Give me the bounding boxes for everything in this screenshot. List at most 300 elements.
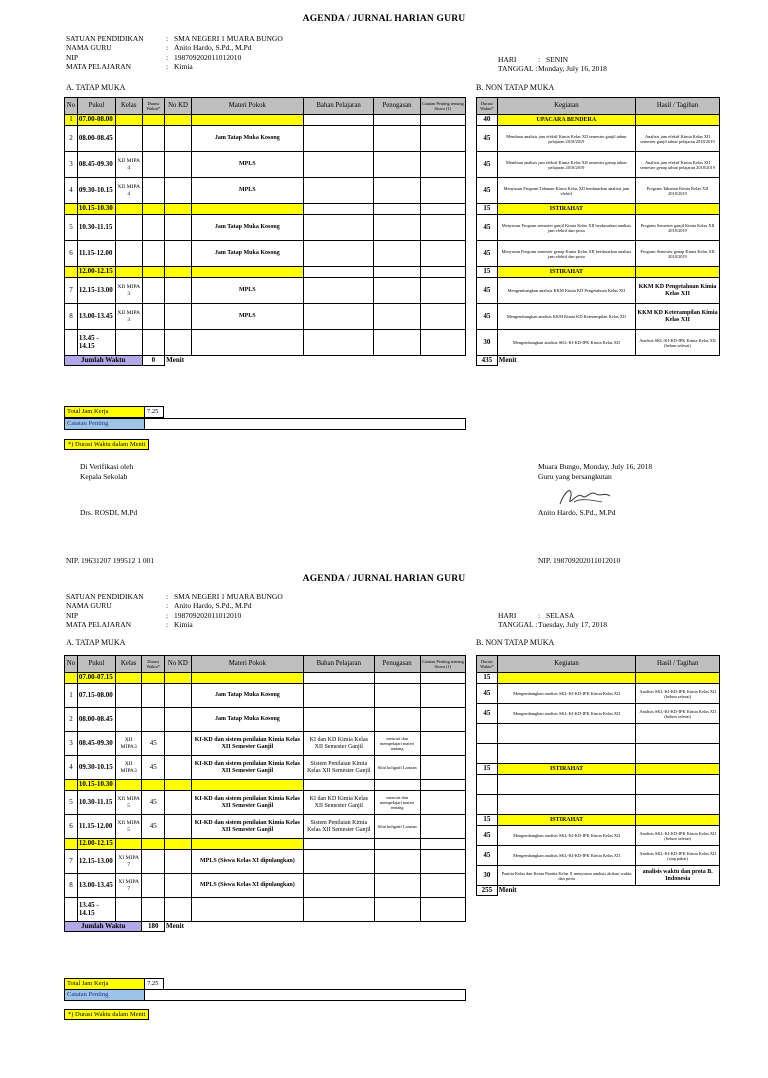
table-cell xyxy=(420,898,465,922)
table-cell xyxy=(191,839,303,850)
table-cell xyxy=(142,152,165,178)
table-cell xyxy=(420,152,465,178)
table-cell: 45 xyxy=(477,178,498,204)
table-cell: 45 xyxy=(477,126,498,152)
table-cell: 5 xyxy=(65,791,78,815)
table-cell xyxy=(304,898,374,922)
table-row xyxy=(477,204,720,215)
table-cell xyxy=(191,330,303,356)
table-cell: Analisis SKL-KI-KD-IPK Kimia Kelas XII (belum selesai) xyxy=(636,826,720,846)
column-header: Kegiatan xyxy=(497,98,635,115)
date: Tuesday, July 17, 2018 xyxy=(538,620,608,630)
table-cell xyxy=(165,756,192,780)
table-cell xyxy=(477,775,498,795)
table-cell: Menyusun Program Tahunan Kimia Kelas XII berdasarkan analisis jam efektif xyxy=(497,178,635,204)
table-cell xyxy=(374,278,420,304)
table-cell xyxy=(303,115,374,126)
table-cell: 45 xyxy=(477,704,498,724)
table-cell: ISTIRAHAT xyxy=(497,764,636,775)
table-cell xyxy=(165,267,192,278)
table-cell xyxy=(303,304,374,330)
table-cell xyxy=(374,780,420,791)
table-cell xyxy=(497,775,636,795)
table-cell: 09.30-10.15 xyxy=(77,178,115,204)
duration-note: *) Durasi Waktu dalam Menit xyxy=(64,1009,149,1020)
table-cell xyxy=(191,898,303,922)
table-cell xyxy=(477,744,498,764)
subject: Kimia xyxy=(174,620,193,630)
table-cell xyxy=(65,330,78,356)
table-cell xyxy=(420,780,465,791)
subject: Kimia xyxy=(174,62,193,72)
table-cell: 4 xyxy=(65,756,78,780)
table-cell: 08.45-09.30 xyxy=(77,152,115,178)
column-header: Hasil / Tagihan xyxy=(636,656,720,673)
table-row xyxy=(477,684,720,704)
table-row xyxy=(65,898,466,922)
column-header: Penugasan xyxy=(374,98,420,115)
table-cell xyxy=(374,874,420,898)
table-cell xyxy=(65,839,78,850)
table-cell xyxy=(420,839,465,850)
signature-mark xyxy=(556,484,616,510)
table-cell xyxy=(374,898,420,922)
table-cell: mencari dan mempelajari materi tentang xyxy=(374,791,420,815)
table-cell xyxy=(420,874,465,898)
table-cell xyxy=(635,115,719,126)
table-cell xyxy=(65,204,78,215)
column-header: Materi Pokok xyxy=(191,656,303,673)
table-cell: 15 xyxy=(477,673,498,684)
table-row xyxy=(477,152,720,178)
table-cell xyxy=(477,795,498,815)
table-cell: 13.00-13.45 xyxy=(77,304,115,330)
column-header: Pukul xyxy=(77,98,115,115)
table-row xyxy=(477,241,720,267)
day-info: HARI : SELASA TANGGAL : Tuesday, July 17, 2018 xyxy=(498,611,608,630)
table-cell: 12.15-13.00 xyxy=(77,278,115,304)
table-cell: MPLS xyxy=(191,304,303,330)
section-b-title: B. NON TATAP MUKA xyxy=(476,638,555,647)
table-cell: 3 xyxy=(65,732,78,756)
page-title: AGENDA / JURNAL HARIAN GURU xyxy=(302,574,466,584)
table-cell xyxy=(374,115,420,126)
table-row xyxy=(65,204,466,215)
table-row xyxy=(65,815,466,839)
table-cell xyxy=(374,850,420,874)
tatap-muka-table-day1 xyxy=(64,97,466,366)
table-cell xyxy=(635,267,719,278)
table-cell xyxy=(142,673,165,684)
table-cell xyxy=(191,780,303,791)
column-header: No xyxy=(65,98,78,115)
table-cell xyxy=(374,684,420,708)
table-row xyxy=(477,724,720,744)
table-cell xyxy=(420,126,465,152)
column-header: Penugasan xyxy=(374,656,420,673)
table-cell: Analisis jam efektif Kimia Kelas XII semester genap tahun pelajaran 2018/2019 xyxy=(635,152,719,178)
table-cell xyxy=(165,732,192,756)
table-cell xyxy=(115,708,142,732)
table-cell: 45 xyxy=(477,278,498,304)
table-cell: MPLS xyxy=(191,178,303,204)
table-row xyxy=(477,115,720,126)
jumlah-waktu-label: Jumlah Waktu xyxy=(65,922,142,932)
catatan-box-day2 xyxy=(64,989,466,1001)
teacher-name: Anito Hardo, S.Pd., M.Pd xyxy=(174,601,252,611)
table-cell xyxy=(497,744,636,764)
table-cell: Menyusun Program semester genap Kimia Kelas XII berdasarkan analisis jam efektif dan prota xyxy=(497,241,635,267)
table-row xyxy=(477,764,720,775)
table-row xyxy=(65,839,466,850)
table-cell: XII MIPA 3 xyxy=(115,278,142,304)
table-cell: Sifat koligatif Larutan xyxy=(374,756,420,780)
table-cell xyxy=(304,673,374,684)
teacher-sign-nip: NIP. 198709202011012010 xyxy=(538,556,621,565)
table-row xyxy=(477,866,720,886)
table-cell xyxy=(115,215,142,241)
table-cell xyxy=(420,178,465,204)
column-header: Durasi Waktu* xyxy=(477,98,498,115)
table-cell: 45 xyxy=(477,241,498,267)
table-cell xyxy=(420,330,465,356)
table-cell: 08.00-08.45 xyxy=(77,708,115,732)
table-cell xyxy=(303,241,374,267)
table-cell xyxy=(115,204,142,215)
total-value: 7.25 xyxy=(145,979,164,990)
table-cell xyxy=(165,780,192,791)
non-tatap-muka-table-day2 xyxy=(476,655,720,896)
table-cell xyxy=(477,724,498,744)
table-cell xyxy=(142,278,165,304)
table-cell: 13.45 - 14.15 xyxy=(77,330,115,356)
table-cell: Mengembangkan analisis KKM Kimia KD Keterampilan Kelas XII xyxy=(497,304,635,330)
table-cell: Membuat analisis jam efektif Kimia Kelas XII semester genap tahun pelajaran 2018/2019 xyxy=(497,152,635,178)
total-durasi-value: 435 xyxy=(477,356,498,366)
table-cell xyxy=(636,724,720,744)
table-cell: ISTIRAHAT xyxy=(497,815,636,826)
table-cell: KKM KD Keterampilan Kimia Kelas XII xyxy=(635,304,719,330)
principal-name: Drs. ROSDI, M.Pd xyxy=(80,508,138,517)
table-cell xyxy=(303,215,374,241)
table-cell: 10.15-10.30 xyxy=(77,780,115,791)
table-row xyxy=(65,708,466,732)
table-row xyxy=(477,704,720,724)
table-row xyxy=(477,744,720,764)
table-cell: Sifat koligatif Larutan xyxy=(374,815,420,839)
table-cell: Mengembangkan analisis KKM Kimia KD Pengetahuan Kelas XII xyxy=(497,278,635,304)
table-cell xyxy=(303,267,374,278)
table-cell xyxy=(635,204,719,215)
column-header: Bahan Pelajaran xyxy=(304,656,374,673)
table-cell xyxy=(65,267,78,278)
table-cell xyxy=(115,126,142,152)
table-cell: 11.15-12.00 xyxy=(77,241,115,267)
table-cell xyxy=(142,267,165,278)
table-cell xyxy=(374,673,420,684)
catatan-box-day1 xyxy=(64,418,466,430)
table-cell: Program Semester genap Kimia Kelas XII 2018/2019 xyxy=(635,241,719,267)
table-cell: 07.00-07.15 xyxy=(77,673,115,684)
table-row xyxy=(477,126,720,152)
table-cell xyxy=(303,178,374,204)
table-cell xyxy=(165,673,192,684)
table-row xyxy=(477,673,720,684)
table-cell: 6 xyxy=(65,241,78,267)
table-cell xyxy=(191,267,303,278)
table-cell xyxy=(115,115,142,126)
total-box-day1 xyxy=(64,406,164,418)
table-cell xyxy=(374,204,420,215)
table-cell xyxy=(142,304,165,330)
catatan-label: Catatan Penting xyxy=(65,990,145,1001)
table-cell xyxy=(374,304,420,330)
table-cell: 4 xyxy=(65,178,78,204)
table-cell xyxy=(115,330,142,356)
table-cell: MPLS (Siswa Kelas XI dipulangkan) xyxy=(191,850,303,874)
table-cell xyxy=(142,898,165,922)
non-tatap-muka-table-day1 xyxy=(476,97,720,366)
section-a-title: A. TATAP MUKA xyxy=(66,638,126,647)
table-cell xyxy=(303,126,374,152)
table-cell: KI-KD dan sistem penilaian Kimia Kelas XII Semester Ganjil xyxy=(191,815,303,839)
table-cell: Analisis SKL-KI-KD-IPK Kimia Kelas XII (belum selesai) xyxy=(636,684,720,704)
table-cell xyxy=(420,115,465,126)
table-cell: 45 xyxy=(477,152,498,178)
table-cell: 15 xyxy=(477,764,498,775)
table-cell xyxy=(142,684,165,708)
table-row xyxy=(65,267,466,278)
table-cell: Mengembangkan analisis SKL-KI-KD-IPK Kimia Kelas XII xyxy=(497,704,636,724)
column-header: No KD xyxy=(165,98,192,115)
table-cell xyxy=(115,898,142,922)
table-cell xyxy=(636,673,720,684)
table-cell xyxy=(115,673,142,684)
table-cell xyxy=(165,815,192,839)
table-cell: UPACARA BENDERA xyxy=(497,115,635,126)
table-cell: KI dan KD Kimia Kelas XII Semester Ganjil xyxy=(304,791,374,815)
table-cell: Jam Tatap Muka Kosong xyxy=(191,126,303,152)
teacher-info: SATUAN PENDIDIKAN : SMA NEGERI 1 MUARA BUNGO NAMA GURU : Anito Hardo, S.Pd., M.Pd NIP : 198709202011012010 MATA PELAJARAN : Kimia xyxy=(66,592,283,630)
table-cell xyxy=(115,684,142,708)
table-row xyxy=(65,304,466,330)
table-cell: XII MIPA 4 xyxy=(115,178,142,204)
table-cell: 10.15-10.30 xyxy=(77,204,115,215)
table-cell xyxy=(165,115,192,126)
table-cell: 45 xyxy=(142,756,165,780)
table-cell: Program Tahunan Kimia Kelas XII 2018/2019 xyxy=(635,178,719,204)
table-cell xyxy=(142,204,165,215)
table-cell xyxy=(303,204,374,215)
column-header: Bahan Pelajaran xyxy=(303,98,374,115)
table-cell xyxy=(420,791,465,815)
table-row xyxy=(477,826,720,846)
table-cell: 45 xyxy=(477,826,498,846)
table-cell: Mengembangkan analisis SKL-KI-KD-IPK Kimia Kelas XII xyxy=(497,684,636,704)
table-cell: Mengembangkan analisis SKL-KI-KD-IPK Kimia Kelas XII xyxy=(497,330,635,356)
table-cell: XII MIPA 4 xyxy=(115,152,142,178)
table-cell: 10.30-11.15 xyxy=(77,791,115,815)
table-row xyxy=(65,780,466,791)
table-cell xyxy=(165,215,192,241)
table-cell: 8 xyxy=(65,304,78,330)
table-cell xyxy=(636,744,720,764)
duration-note: *) Durasi Waktu dalam Menit xyxy=(64,439,149,450)
table-cell xyxy=(374,241,420,267)
table-cell xyxy=(142,874,165,898)
table-cell xyxy=(142,115,165,126)
table-cell: 45 xyxy=(477,215,498,241)
table-cell: 5 xyxy=(65,215,78,241)
table-cell xyxy=(165,330,192,356)
day-info: HARI : SENIN TANGGAL : Monday, July 16, 2018 xyxy=(498,55,607,74)
table-cell: 1 xyxy=(65,115,78,126)
table-cell xyxy=(374,126,420,152)
table-cell xyxy=(636,795,720,815)
table-cell xyxy=(420,684,465,708)
table-cell xyxy=(636,764,720,775)
table-row xyxy=(65,874,466,898)
table-cell: Mengembangkan analisis SKL-KI-KD-IPK Kimia Kelas XII xyxy=(497,846,636,866)
table-cell xyxy=(303,278,374,304)
teacher-nip: 198709202011012010 xyxy=(174,610,242,620)
school-name: SMA NEGERI 1 MUARA BUNGO xyxy=(174,34,283,43)
table-cell: 08.45-09.30 xyxy=(77,732,115,756)
table-cell xyxy=(142,241,165,267)
table-cell xyxy=(191,204,303,215)
table-row xyxy=(65,791,466,815)
table-cell xyxy=(165,898,192,922)
table-cell xyxy=(420,204,465,215)
column-header: Durasi Waktu* xyxy=(142,98,165,115)
table-row xyxy=(65,756,466,780)
date: Monday, July 16, 2018 xyxy=(538,64,607,74)
table-cell xyxy=(374,330,420,356)
table-row xyxy=(477,846,720,866)
table-cell: 30 xyxy=(477,330,498,356)
teacher-sign-block: Muara Bungo, Monday, July 16, 2018 Guru yang bersangkutan xyxy=(538,462,653,481)
table-cell xyxy=(165,874,192,898)
tatap-muka-table-day2 xyxy=(64,655,466,932)
table-cell xyxy=(420,278,465,304)
table-cell xyxy=(165,204,192,215)
table-cell xyxy=(115,780,142,791)
table-cell xyxy=(165,241,192,267)
principal-nip: NIP. 19631207 199512 1 001 xyxy=(66,556,155,565)
table-cell xyxy=(142,215,165,241)
jumlah-waktu-unit: Menit xyxy=(166,922,184,931)
total-label: Total Jam Kerja xyxy=(65,979,145,990)
table-cell: 08.00-08.45 xyxy=(77,126,115,152)
jumlah-waktu-value: 180 xyxy=(142,922,165,932)
table-row xyxy=(65,732,466,756)
table-cell xyxy=(497,673,636,684)
table-cell: Analisis SKL-KI-KD-IPK Kimia Kelas XII (belum selesai) xyxy=(635,330,719,356)
catatan-label: Catatan Penting xyxy=(65,419,145,430)
verifier-block: Di Verifikasi oleh Kepala Sekolah xyxy=(80,462,134,481)
table-cell: 13.45 - 14.15 xyxy=(77,898,115,922)
table-row xyxy=(477,278,720,304)
table-cell xyxy=(65,673,78,684)
table-row xyxy=(65,152,466,178)
table-cell: 11.15-12.00 xyxy=(77,815,115,839)
table-cell: 10.30-11.15 xyxy=(77,215,115,241)
table-cell xyxy=(420,815,465,839)
table-cell xyxy=(420,304,465,330)
teacher-sign-name: Anito Hardo, S.Pd., M.Pd xyxy=(538,508,616,517)
table-cell: Menyusun Program semester ganjil Kimia Kelas XII berdasarkan analisis jam efektif dan prota xyxy=(497,215,635,241)
page-title: AGENDA / JURNAL HARIAN GURU xyxy=(302,14,466,24)
section-a-title: A. TATAP MUKA xyxy=(66,83,126,92)
table-cell xyxy=(374,839,420,850)
table-cell xyxy=(304,874,374,898)
table-cell: KI-KD dan sistem penilaian Kimia Kelas XII Semester Ganjil xyxy=(191,756,303,780)
column-header: Kegiatan xyxy=(497,656,636,673)
table-cell: 45 xyxy=(142,791,165,815)
table-cell: Mengembangkan analisis SKL-KI-KD-IPK Kimia Kelas XII xyxy=(497,826,636,846)
column-header: Kelas xyxy=(115,656,142,673)
table-cell: Jam Tatap Muka Kosong xyxy=(191,684,303,708)
table-cell: 2 xyxy=(65,708,78,732)
table-row xyxy=(65,115,466,126)
table-cell xyxy=(165,850,192,874)
table-cell xyxy=(191,115,303,126)
table-row xyxy=(65,178,466,204)
table-cell: analisis waktu dan prota B. Indonesia xyxy=(636,866,720,886)
table-row xyxy=(477,775,720,795)
table-cell xyxy=(142,850,165,874)
table-cell xyxy=(115,267,142,278)
table-cell xyxy=(165,126,192,152)
table-cell xyxy=(115,839,142,850)
table-cell: 3 xyxy=(65,152,78,178)
table-row xyxy=(65,850,466,874)
table-cell: KI-KD dan sistem penilaian Kimia Kelas XII Semester Ganjil xyxy=(191,732,303,756)
table-cell: Jam Tatap Muka Kosong xyxy=(191,708,303,732)
table-row xyxy=(477,267,720,278)
table-cell xyxy=(304,684,374,708)
table-cell: MPLS (Siswa Kelas XI dipulangkan) xyxy=(191,874,303,898)
table-cell xyxy=(304,708,374,732)
table-cell: XII MIPA3 xyxy=(115,732,142,756)
column-header: Hasil / Tagihan xyxy=(635,98,719,115)
table-cell xyxy=(142,708,165,732)
table-cell: 6 xyxy=(65,815,78,839)
table-cell xyxy=(142,839,165,850)
table-row xyxy=(65,673,466,684)
table-cell: Panitia Kelas dan Ketua Panitia Kelas X menyusun analisis alokasi waktu dan prota xyxy=(497,866,636,886)
column-header: Materi Pokok xyxy=(191,98,303,115)
table-cell xyxy=(142,780,165,791)
table-cell: 45 xyxy=(477,846,498,866)
table-cell: KI-KD dan sistem penilaian Kimia Kelas XII Semester Ganjil xyxy=(191,791,303,815)
table-cell: 15 xyxy=(477,204,498,215)
jumlah-waktu-label: Jumlah Waktu xyxy=(65,356,143,366)
table-cell: mencari dan mempelajari materi tentang xyxy=(374,732,420,756)
table-cell: 12.00-12.15 xyxy=(77,839,115,850)
table-cell: 09.30-10.15 xyxy=(77,756,115,780)
table-cell: 15 xyxy=(477,815,498,826)
table-cell: 45 xyxy=(142,732,165,756)
table-cell: Jam Tatap Muka Kosong xyxy=(191,241,303,267)
table-cell: Analisis SKL-KI-KD-IPK Kimia Kelas XII (belum selesai) xyxy=(636,704,720,724)
table-cell xyxy=(304,850,374,874)
table-cell: 07.15-08.00 xyxy=(77,684,115,708)
table-cell xyxy=(636,815,720,826)
table-cell xyxy=(165,278,192,304)
table-cell xyxy=(165,791,192,815)
table-row xyxy=(65,215,466,241)
